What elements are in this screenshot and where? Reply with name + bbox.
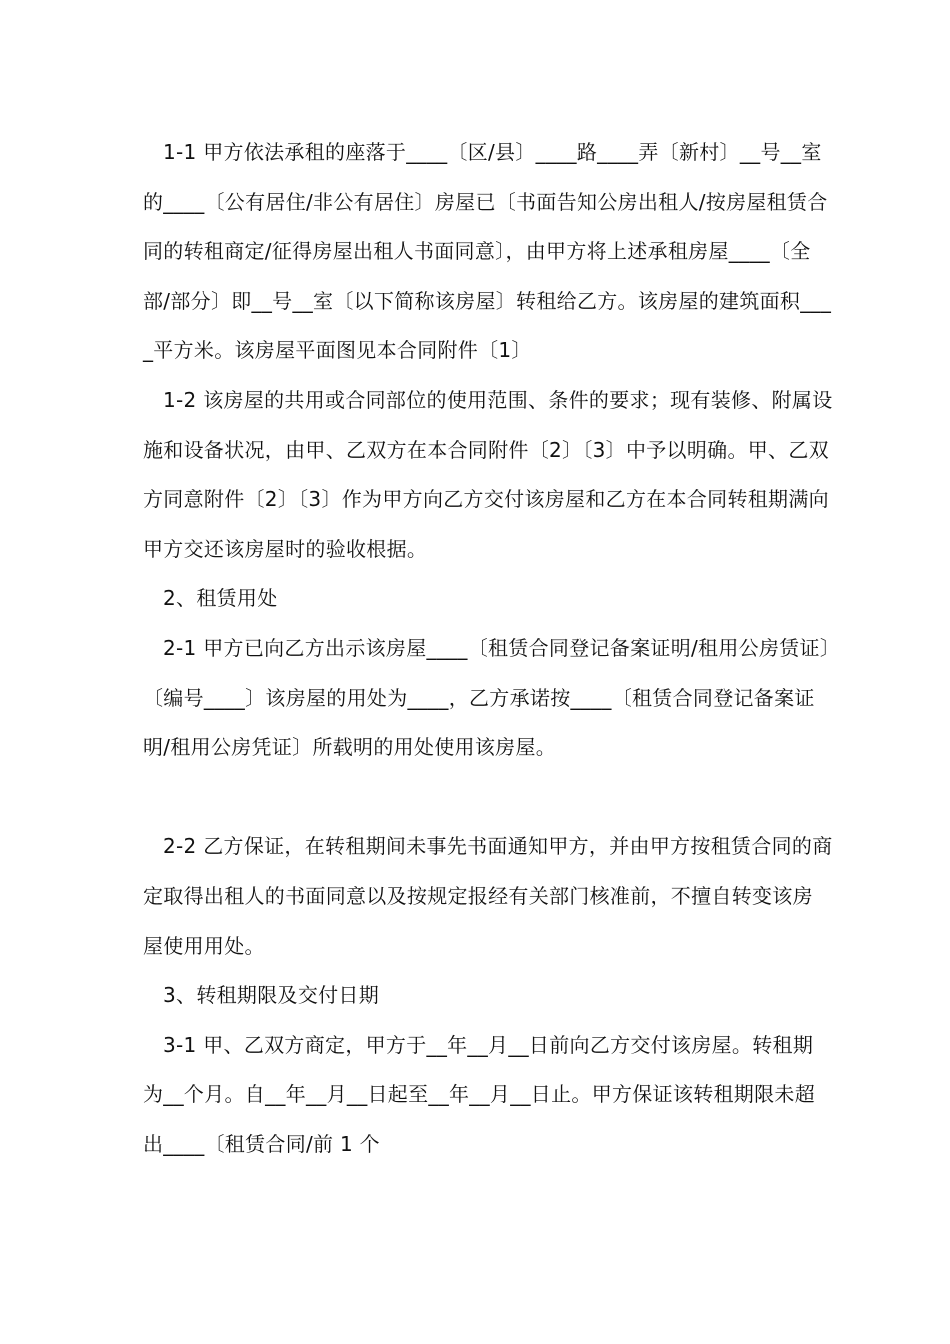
- section-2-heading: 2、租赁用处: [163, 586, 278, 611]
- clause-2-1: 2-1 甲方已向乙方出示该房屋____〔租赁合同登记备案证明/租用公房赁证〕〔编号____〕该房屋的用处为____，乙方承诺按____〔租赁合同登记备案证明/租用公房凭证〕所载明的用处使用该房屋。: [143, 635, 831, 760]
- clause-1-1: 1-1 甲方依法承租的座落于____〔区/县〕____路____弄〔新村〕__号__室的____〔公有居住/非公有居住〕房屋已〔书面告知公房出租人/按房屋租赁合同的转租商定/征得房屋出租人书面同意〕，由甲方将上述承租房屋____〔全部/部分〕即__号__室〔以下简称该房屋〕转租给乙方。该房屋的建筑面积____平方米。该房屋平面图见本合同附件〔1〕: [143, 140, 832, 363]
- document-body: [143, 128, 833, 1169]
- clause-1-2: 1-2 该房屋的共用或合同部位的使用范围、条件的要求；现有装修、附属设施和设备状况，由甲、乙双方在本合同附件〔2〕〔3〕中予以明确。甲、乙双方同意附件〔2〕〔3〕作为甲方向乙方交付该房屋和乙方在本合同转租期满向甲方交还该房屋时的验收根据。: [143, 387, 833, 561]
- clause-2-2: 2-2 乙方保证，在转租期间未事先书面通知甲方，并由甲方按租赁合同的商定取得出租人的书面同意以及按规定报经有关部门核准前，不擅自转变该房屋使用用处。: [143, 834, 833, 958]
- clause-3-1: 3-1 甲、乙双方商定，甲方于__年__月__日前向乙方交付该房屋。转租期为__个月。自__年__月__日起至__年__月__日止。甲方保证该转租期限未超出____〔租赁合同/前 1 个: [143, 1032, 815, 1156]
- section-3-heading: 3、转租期限及交付日期: [163, 983, 380, 1008]
